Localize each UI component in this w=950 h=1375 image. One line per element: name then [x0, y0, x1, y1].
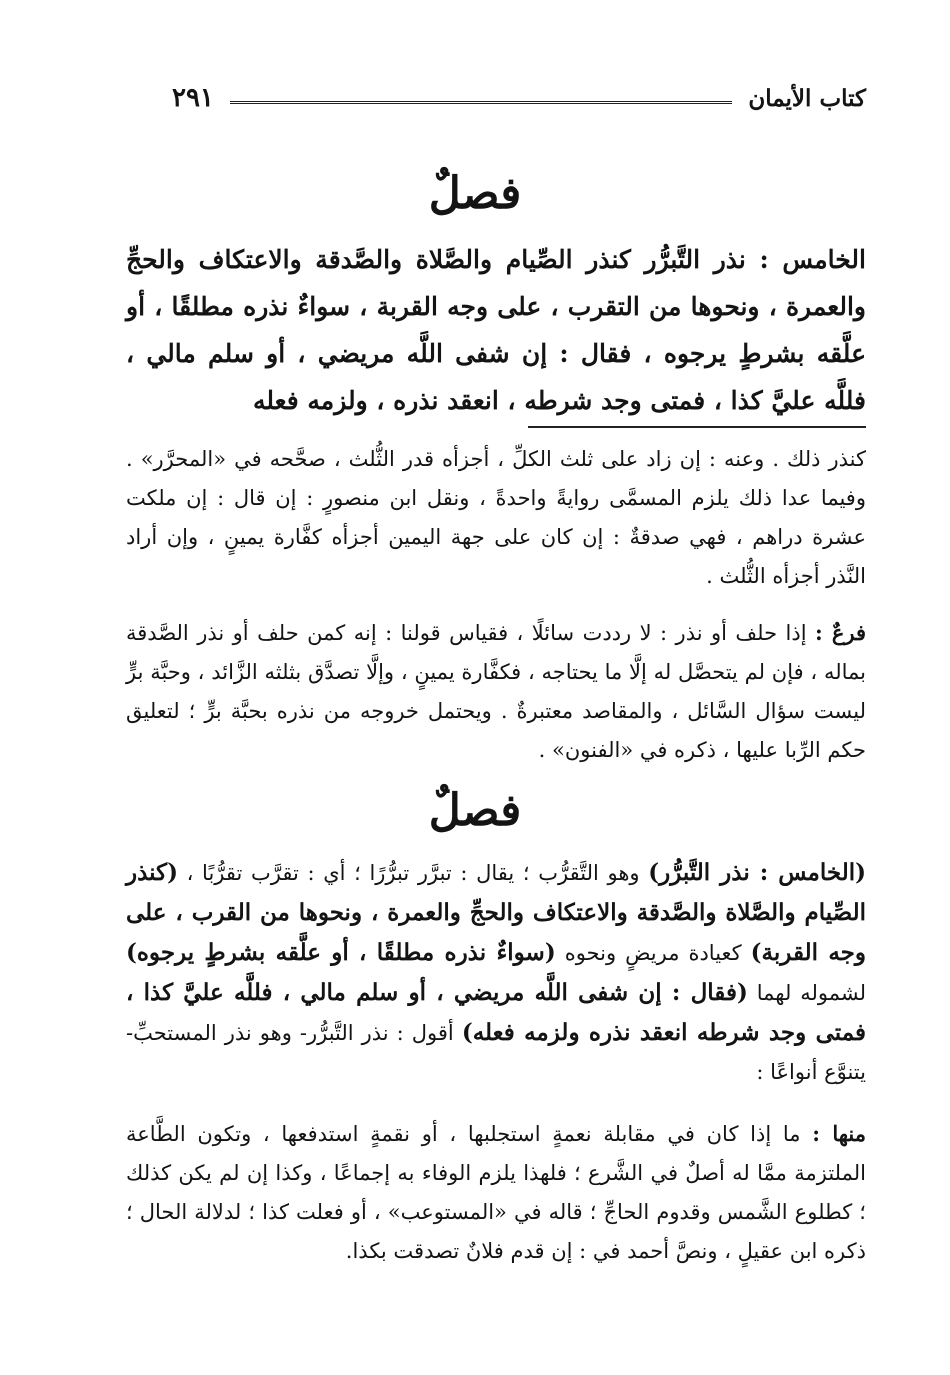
minha-text: ما إذا كان في مقابلة نعمةٍ استجلبها ، أو نقمةٍ استدفعها ، وتكون الطَّاعة الملتزمة ممَّا له أصلٌ في الشَّرع ؛ فلهذا يلزم الوفاء به إجماعًا ، وكذا إن لم يكن كذلك ؛ كطلوع الشَّمس وقدوم الحاجِّ ؛ قاله في «المستوعب» ، أو فعلت كذا ؛ لدلالة الحال ؛ ذكره ابن عقيلٍ ، ونصَّ أحمد في : إن قدم فلانٌ تصدقت بكذا.	[126, 1122, 866, 1263]
commentary-paragraph: كنذر ذلك . وعنه : إن زاد على ثلث الكلِّ ، أجزأه قدر الثُّلث ، صحَّحه في «المحرَّر» . وفيما عدا ذلك يلزم المسمَّى روايةً واحدةً ، ونقل ابن منصورٍ : إن قال : إن ملكت عشرة دراهم ، فهي صدقةٌ : إن كان على جهة اليمين أجزأه كفَّارة يمينٍ ، وإن أراد النَّذر أجزأه الثُّلث .	[126, 447, 866, 588]
minha-paragraph	[126, 1114, 866, 1271]
footnote-separator	[528, 426, 866, 428]
minha-label: منها :	[812, 1121, 866, 1146]
sharh-comment: وهو التَّقرُّب ؛ يقال : تبرَّر تبرُّرًا ؛ أي : تقرَّب تقرُّبًا ،	[186, 861, 640, 885]
sharh-comment: أقول : نذر التَّبرُّر- وهو نذر المستحبِّ- يتنوَّع أنواعًا :	[126, 1021, 866, 1084]
header-rule	[230, 101, 732, 104]
sharh-paragraph	[126, 853, 866, 1092]
far-text: إذا حلف أو نذر : لا رددت سائلًا ، فقياس قولنا : إنه كمن حلف أو نذر الصَّدقة بماله ، فإن لم يتحصَّل له إلَّا ما يحتاجه ، فكفَّارة يمينٍ ، وإلَّا تصدَّق بثلثه الزَّائد ، وحبَّة برٍّ ليست سؤال السَّائل ، والمقاصد معتبرةٌ . ويحتمل خروجه من نذره بحبَّة برٍّ ؛ لتعليق حكم الرِّبا عليها ، ذكره في «الفنون» .	[126, 621, 866, 762]
sharh-comment: لشموله لهما	[756, 981, 866, 1005]
sharh-comment: كعيادة مريضٍ ونحوه	[564, 941, 742, 965]
running-title: كتاب الأيمان	[748, 84, 866, 112]
sharh-quote: (سواءٌ نذره مطلقًا ، أو علَّقه بشرطٍ يرجوه)	[126, 939, 556, 966]
sharh-quote: (كنذر الصِّيام والصَّلاة والصَّدقة والاعتكاف والحجِّ والعمرة ، ونحوها من القرب ، على وجه القربة)	[126, 859, 866, 966]
sharh-quote: (فقال : إن شفى اللَّه مريضي ، أو سلم مالي ، فللَّه عليَّ كذا ، فمتى وجد شرطه انعقد نذره ولزمه فعله)	[126, 979, 866, 1046]
far-paragraph	[126, 613, 866, 770]
section-title: فصلٌ	[428, 168, 522, 219]
section-title-2: فصلٌ	[428, 785, 522, 836]
page-number: ٢٩١	[172, 83, 214, 113]
far-label: فرعٌ :	[815, 620, 866, 645]
sharh-quote: (الخامس : نذر التَّبرُّر)	[648, 859, 866, 886]
page-header	[172, 78, 866, 118]
matn-text: الخامس : نذر التَّبرُّر كنذر الصِّيام والصَّلاة والصَّدقة والاعتكاف والحجِّ والعمرة ، ونحوها من التقرب ، على وجه القربة ، سواءٌ نذره مطلقًا ، أو علَّقه بشرطٍ يرجوه ، فقال : إن شفى اللَّه مريضي ، أو سلم مالي ، فللَّه عليَّ كذا ، فمتى وجد شرطه ، انعقد نذره ، ولزمه فعله	[126, 245, 866, 415]
